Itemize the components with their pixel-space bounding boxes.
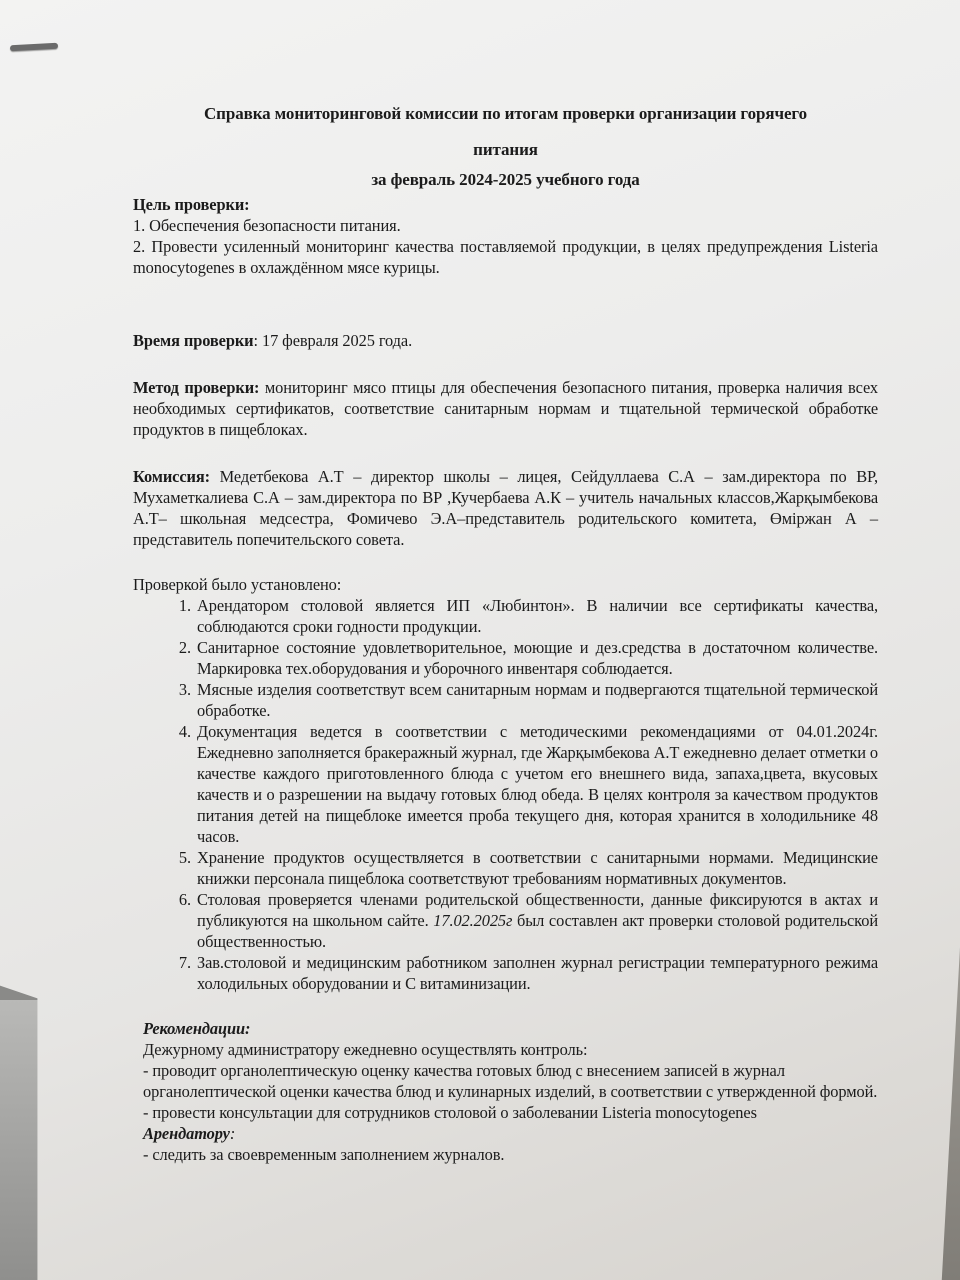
tenant-colon: :	[229, 1124, 236, 1143]
commission-value: Медетбекова А.Т – директор школы – лицея, Сейдуллаева С.А – зам.директора по ВР, Мухаметкалиева С.А – зам.директора по ВР ,Кучербаева А.К – учитель начальных классов,Жарқымбекова А.Т– школьная медсестра, Фомичево Э.А–представитель родительского комитета, Өміржан А – представитель попечительского совета.	[133, 467, 878, 549]
recommendation-item: - проводит органолептическую оценку качества готовых блюд с внесением записей в журнал органолептической оценки качества блюд и кулинарных изделий, в соответствии с утвержденной формой.	[143, 1061, 878, 1101]
finding-item: 5. Хранение продуктов осуществляется в соответствии с санитарными нормами. Медицинские книжки персонала пищеблока соответствуют требованиям нормативных документов.	[195, 847, 878, 889]
recommendation-item: - следить за своевременным заполнением журналов.	[143, 1145, 505, 1164]
finding-item: 3. Мясные изделия соответствут всем санитарным нормам и подвергаются тщательной термической обработке.	[195, 679, 878, 721]
recommendations-admin-intro: Дежурному администратору ежедневно осуществлять контроль:	[143, 1040, 588, 1059]
recommendation-item: - провести консультации для сотрудников столовой о заболевании Listeria monocytogenes	[143, 1103, 757, 1122]
time-section	[133, 330, 878, 351]
commission-label: Комиссия:	[133, 467, 210, 486]
finding-item-6-tail: был составлен акт проверки столовой родительской общественностью.	[197, 911, 878, 951]
tenant-label: Арендатору	[143, 1124, 230, 1143]
document-body	[133, 96, 878, 1165]
method-label: Метод проверки:	[133, 378, 260, 397]
finding-item: 2. Санитарное состояние удовлетворительное, моющие и дез.средства в достаточном количестве. Маркировка тех.оборудования и уборочного инвентаря соблюдается.	[195, 637, 878, 679]
method-value: мониторинг мясо птицы для обеспечения безопасного питания, проверка наличия всех необходимых сертификатов, соответствие санитарным нормам и тщательной термической обработке продуктов в пищеблоках.	[133, 378, 878, 439]
document-title	[133, 96, 878, 194]
background-surface-left	[0, 1000, 40, 1280]
commission-section	[133, 466, 878, 550]
time-value: : 17 февраля 2025 года.	[253, 331, 413, 350]
recommendations-section	[143, 1018, 878, 1165]
finding-item-6-text: Столовая проверяется членами родительской общественности, данные фиксируются в актах и публикуются на школьном сайте.	[197, 890, 878, 930]
purpose-item-1: 1. Обеспечения безопасности питания.	[133, 216, 401, 235]
finding-item: 4. Документация ведется в соответствии с методическими рекомендациями от 04.01.2024г. Ежедневно заполняется бракеражный журнал, где Жарқымбекова А.Т ежедневно делает отметки о качестве каждого приготовленного блюда с учетом его внешнего вида, запаха,цвета, вкусовых качеств и о разрешении на выдачу готовых блюд обеда. В целях контроля за качеством продуктов питания детей на пищеблоке имеется проба текущего дня, которая хранится в холодильнике 48 часов.	[195, 721, 878, 847]
title-line-3: за февраль 2024-2025 учебного года	[371, 170, 640, 189]
time-label: Время проверки	[133, 331, 254, 350]
tenant-heading	[143, 1123, 878, 1144]
purpose-item-2: 2. Провести усиленный мониторинг качества поставляемой продукции, в целях предупреждения Listeria monocytogenes в охлаждённом мясе курицы.	[133, 237, 878, 277]
findings-list	[133, 595, 878, 994]
purpose-section	[133, 194, 878, 278]
findings-section	[133, 574, 878, 994]
finding-item: 1. Арендатором столовой является ИП «Любинтон». В наличии все сертификаты качества, соблюдаются сроки годности продукции.	[195, 595, 878, 637]
finding-item-6-date: 17.02.2025г	[433, 911, 513, 930]
title-line-2: питания	[473, 140, 538, 159]
purpose-label: Цель проверки:	[133, 195, 250, 214]
findings-intro: Проверкой было установлено:	[133, 575, 342, 594]
method-section	[133, 377, 878, 440]
finding-item	[195, 889, 878, 952]
title-line-1: Справка мониторинговой комиссии по итогам проверки организации горячего	[203, 104, 808, 123]
recommendations-label: Рекомендации:	[143, 1019, 251, 1038]
finding-item: 7. Зав.столовой и медицинским работником заполнен журнал регистрации температурного режима холодильных оборудовании и С витаминизации.	[195, 952, 878, 994]
